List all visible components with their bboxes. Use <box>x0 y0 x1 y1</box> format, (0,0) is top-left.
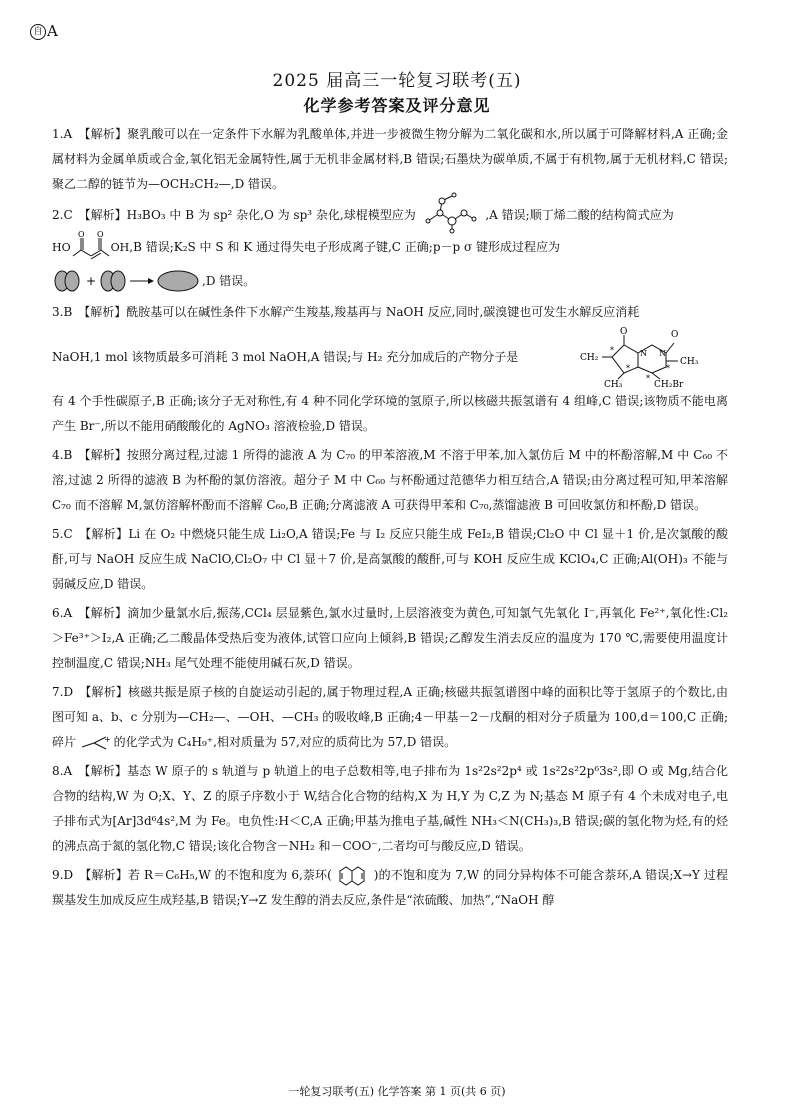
seal-mark: 自 <box>30 24 46 40</box>
answer-9: 9.D 【解析】若 R＝C₆H₅,W 的不饱和度为 6,萘环( )的不饱和度为 7,W 的同分异构体不可能含萘环,A 错误;X→Y 过程羰基发生加成反应生成羟基,B 错误;Y→Z 发生醇的消去反应,条件是“浓硫酸、加热”,“NaOH 醇 <box>52 863 728 913</box>
answer-8: 8.A 【解析】基态 W 原子的 s 轨道与 p 轨道上的电子总数相等,电子排布为 1s²2s²2p⁴ 或 1s²2s²2p⁶3s²,即 O 或 Mg,结合化合物的结构,W 为 O;X、Y、Z 的原子序数小于 W,结合化合物的结构,X 为 H,Y 为 C,Z 为 N;基态 M 原子有 4 个未成对电子,电子排布式为[Ar]3d⁶4s²,M 为 Fe。电负性:H＜C,A 正确;甲基为推电子基,碱性 NH₃＜N(CH₃)₃,B 错误;碳的氢化物为烃,有的烃的沸点高于氮的氢化物,C 错误;该化合物含－NH₂ 和－COO⁻,二者均可与酸反应,D 错误。 <box>52 764 728 853</box>
svg-text:N: N <box>659 349 666 358</box>
page-title: 2025 届高三一轮复习联考(五) <box>272 71 522 91</box>
answer-6: 6.A 【解析】滴加少量氯水后,振荡,CCl₄ 层显紫色,氯水过量时,上层溶液变为黄色,可知氯气先氧化 I⁻,再氧化 Fe²⁺,氧化性:Cl₂＞Fe³⁺＞I₂,A 正确;乙二酸晶体受热后变为液体,试管口应向上倾斜,B 错误;乙醇发生消去反应的温度为 170 ℃,需要使用温度计控制温度,C 错误;NH₃ 尾气处理不能使用碱石灰,D 错误。 <box>52 606 728 670</box>
svg-text:*: * <box>626 364 630 373</box>
svg-text:CH₃: CH₃ <box>680 357 699 367</box>
answer-3: 3.B 【解析】酰胺基可以在碱性条件下水解产生羧基,羧基再与 NaOH 反应,同时,碳溴键也可发生水解反应消耗 NaOH,1 mol 该物质最多可消耗 3 mol NaOH,A 错误;与 H₂ 充分加成后的产物分子是 CH₂ O O N N CH₃ CH₃ CH₂Br * * * * 有 4 个手性碳原子,B 正确;该分子无对称性,有 4 种不同化学环境的氢原子,所以核磁共振氢谱有 4 组峰,C 错误;该物质不能电离产生 Br⁻,所以不能用硝酸酸化的 AgNO₃ 溶液检验,D 错误。 <box>52 305 728 433</box>
svg-text:O: O <box>77 230 85 239</box>
answer-body <box>52 122 728 917</box>
answer-2 <box>52 203 728 296</box>
naphthalene-ring-icon <box>336 865 370 887</box>
svg-text:CH₂Br: CH₂Br <box>654 380 684 390</box>
hydrogenated-product-structure-icon <box>580 325 728 389</box>
svg-text:*: * <box>610 346 614 355</box>
fragment-structure-icon <box>80 735 110 751</box>
maleic-acid-structure-icon <box>71 230 111 264</box>
p-orbital-overlap-icon <box>52 269 202 293</box>
svg-text:N: N <box>640 349 647 358</box>
page-footer: 一轮复习联考(五) 化学答案 第 1 页(共 6 页) <box>288 1085 506 1098</box>
svg-text:CH₃: CH₃ <box>604 380 623 390</box>
svg-text:*: * <box>666 364 670 373</box>
answer-2-line1: 2.C 【解析】H₃BO₃ 中 B 为 sp² 杂化,O 为 sp³ 杂化,球棍模型应为 ,A 错误;顺丁烯二酸的结构简式应为 <box>52 203 728 228</box>
answer-5: 5.C 【解析】Li 在 O₂ 中燃烧只能生成 Li₂O,A 错误;Fe 与 I₂ 反应只能生成 FeI₂,B 错误;Cl₂O 中 Cl 显＋1 价,是次氯酸的酸酐,可与 NaOH 反应生成 NaClO,Cl₂O₇ 中 Cl 显＋7 价,是高氯酸的酸酐,可与 KOH 反应生成 KClO₄,C 正确;Al(OH)₃ 不能与弱碱反应,D 错误。 <box>52 527 728 591</box>
answer-3-line2: NaOH,1 mol 该物质最多可消耗 3 mol NaOH,A 错误;与 H₂ 充分加成后的产物分子是 CH₂ O O N N CH₃ CH₃ CH₂Br * * * * <box>52 325 728 389</box>
svg-text:CH₂: CH₂ <box>580 353 599 363</box>
svg-text:O: O <box>96 230 104 239</box>
answer-2-line3: + ,D 错误。 <box>52 266 728 296</box>
svg-text:*: * <box>646 374 650 383</box>
svg-text:O: O <box>671 330 679 340</box>
answer-1: 1.A 【解析】聚乳酸可以在一定条件下水解为乳酸单体,并进一步被微生物分解为二氧化碳和水,所以属于可降解材料,A 正确;金属材料为金属单质或合金,氧化铝无金属特性,属于无机非金属材料,B 错误;石墨炔为碳单质,不属于有机物,属于无机材料,C 错误;聚乙二醇的链节为—OCH₂CH₂—,D 错误。 <box>52 127 728 191</box>
answer-2-line2: HO O O OH ,B 错误;K₂S 中 S 和 K 通过得失电子形成离子键,C 正确;p－p σ 键形成过程应为 <box>52 228 728 266</box>
boric-acid-ball-stick-icon <box>420 191 482 235</box>
svg-text:O: O <box>620 327 628 337</box>
answer-7: 7.D 【解析】核磁共振是原子核的自旋运动引起的,属于物理过程,A 正确;核磁共振氢谱图中峰的面积比等于氢原子的个数比,由图可知 a、b、c 分别为—CH₂—、—OH、—CH₃ 的吸收峰,B 正确;4－甲基－2－戊酮的相对分子质量为 100,d＝100,C 正确;碎片 + 的化学式为 C₄H₉⁺,相对质量为 57,对应的质荷比为 57,D 错误。 <box>52 685 728 749</box>
svg-text:+: + <box>86 274 97 288</box>
page-subtitle: 化学参考答案及评分意见 <box>303 96 491 115</box>
answer-4: 4.B 【解析】按照分离过程,过滤 1 所得的滤液 A 为 C₇₀ 的甲苯溶液,M 不溶于甲苯,加入氯仿后 M 中的杯酚溶解,M 中 C₆₀ 不溶,过滤 2 所得的滤液 B 为杯酚的氯仿溶液。超分子 M 中 C₆₀ 与杯酚通过范德华力相互结合,A 错误;由分离过程可知,甲苯溶解 C₇₀ 而不溶解 M,氯仿溶解杯酚而不溶解 C₆₀,B 正确;分离滤液 A 可获得甲苯和 C₇₀,蒸馏滤液 B 可回收氯仿和杯酚,D 错误。 <box>52 448 728 512</box>
svg-text:+: + <box>103 734 111 744</box>
corner-mark <box>30 22 58 40</box>
corner-letter: A <box>47 22 58 40</box>
